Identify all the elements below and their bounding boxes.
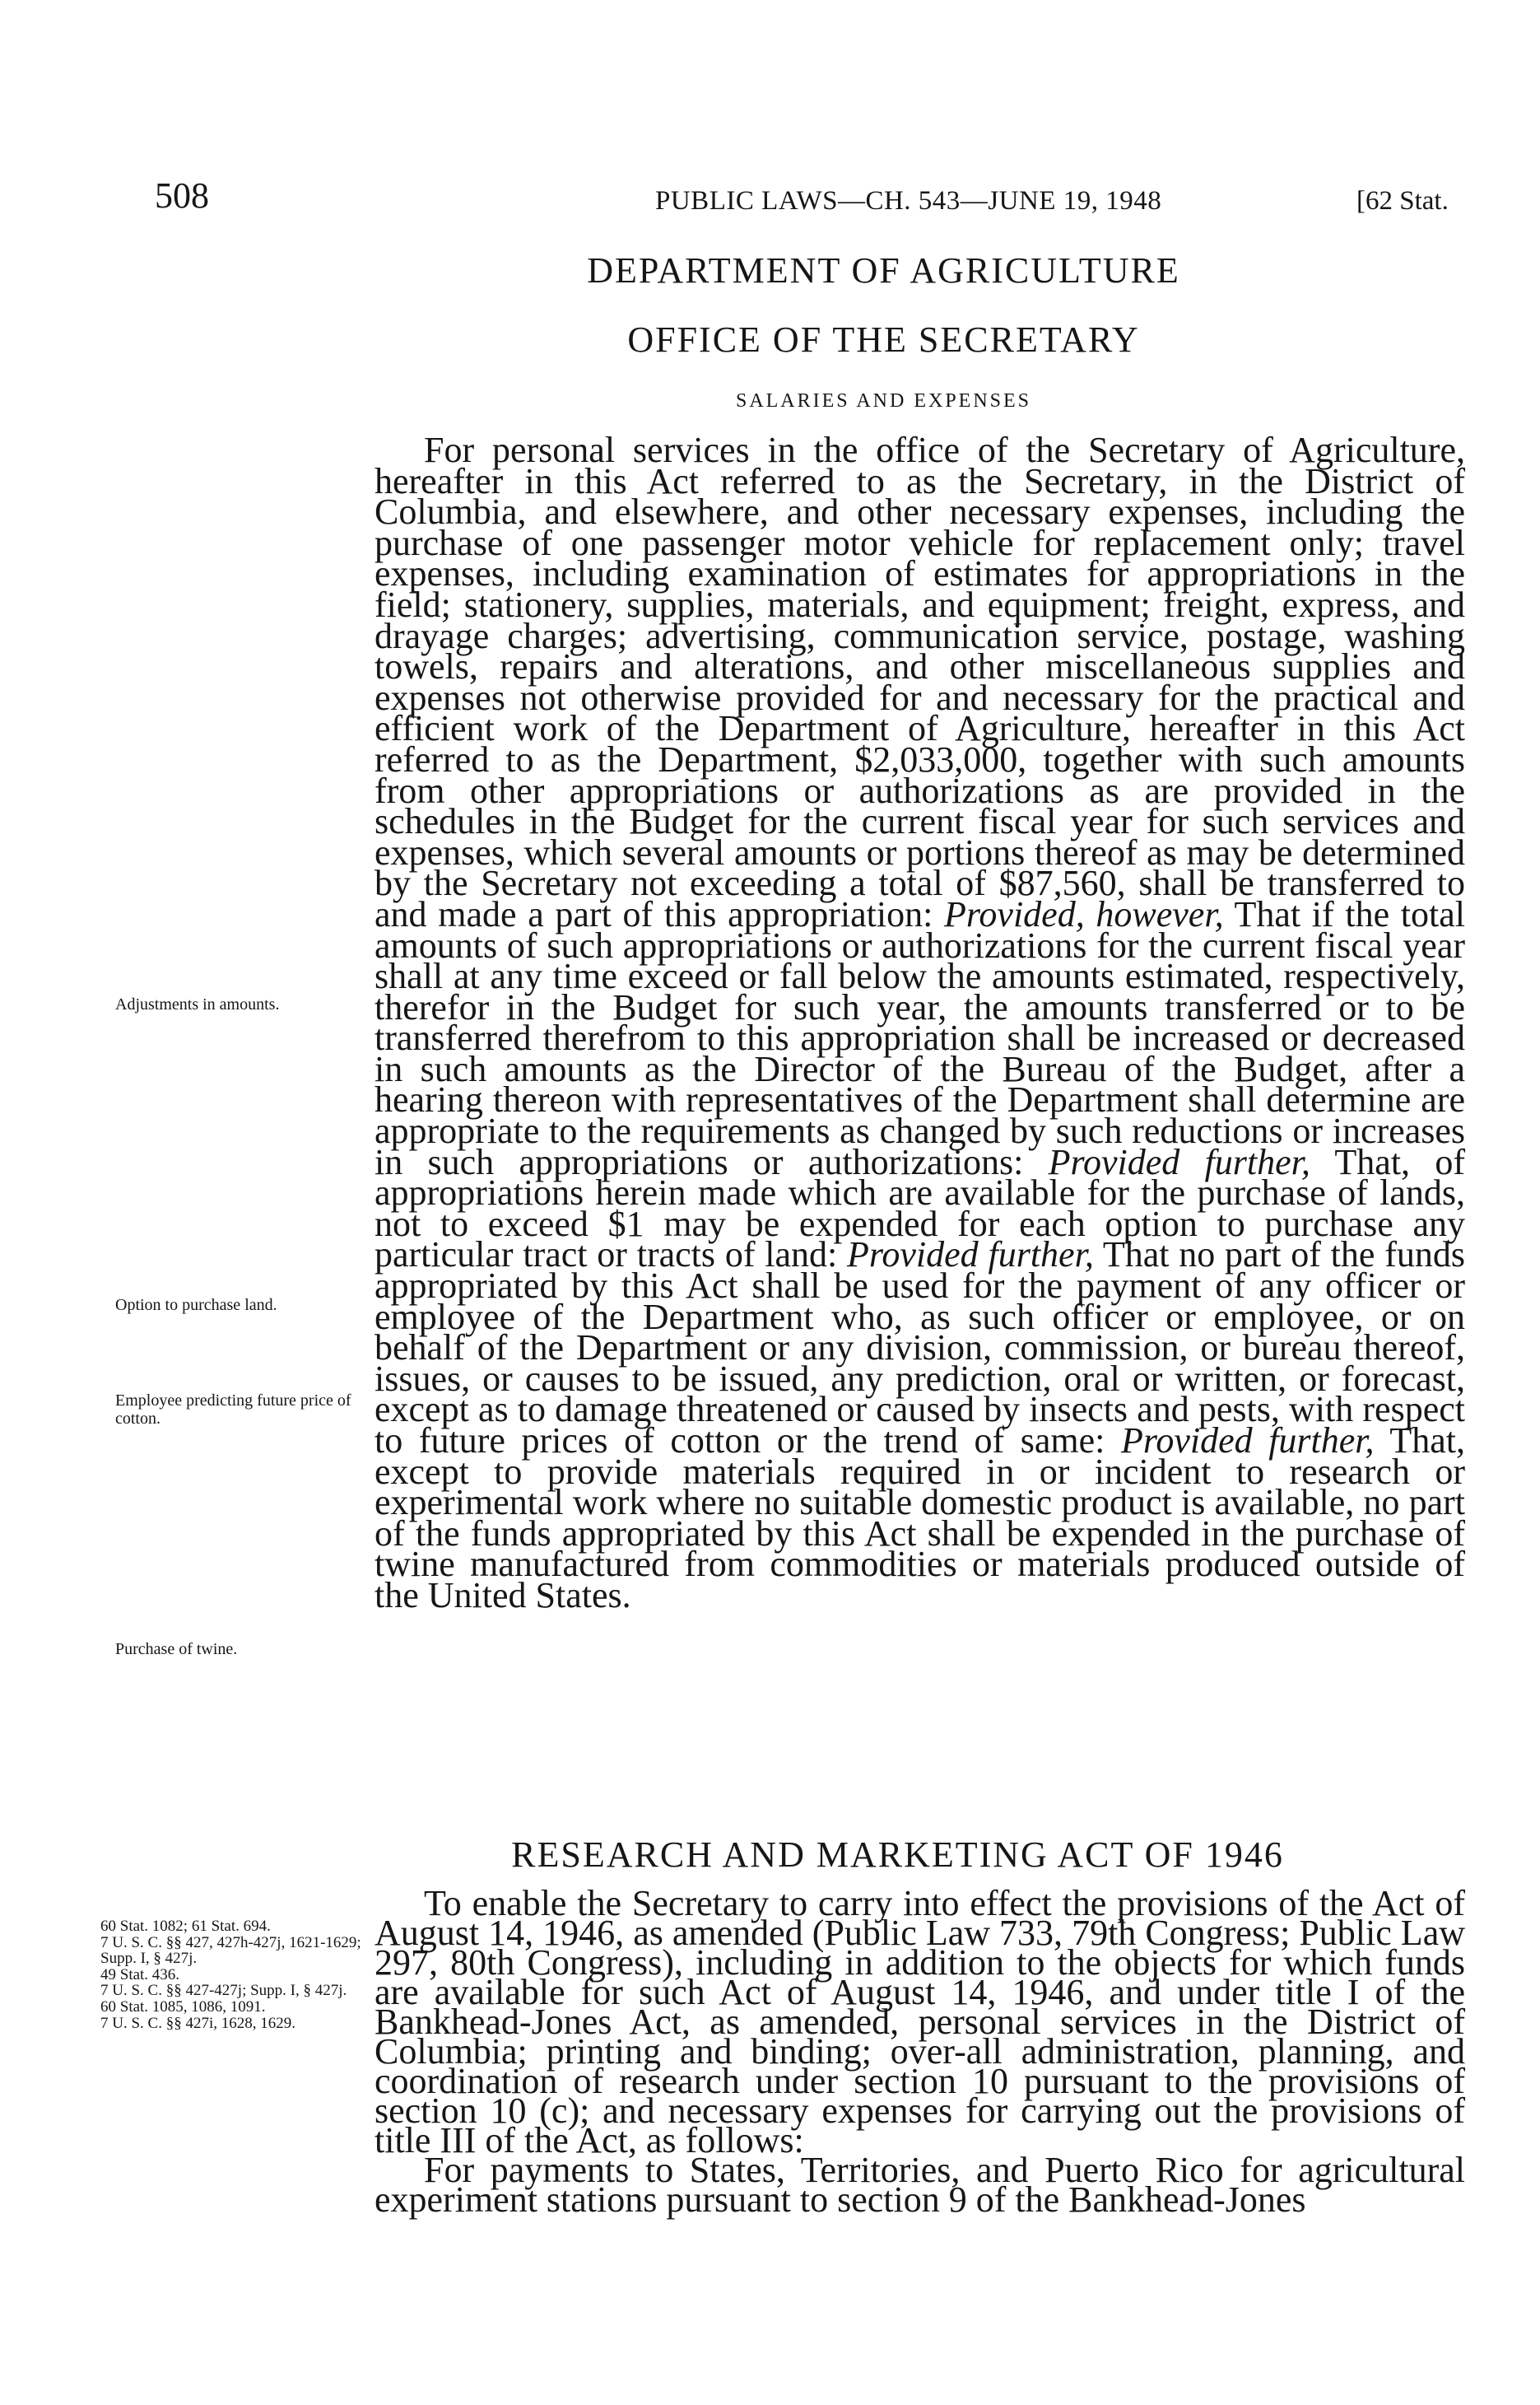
margin-note-twine: Purchase of twine. — [115, 1640, 238, 1658]
margin-note-employee: Employee predicting future price of cotton. — [115, 1391, 351, 1428]
department-heading: DEPARTMENT OF AGRICULTURE — [587, 250, 1180, 291]
proviso: Provided further, — [847, 1234, 1094, 1275]
running-head: PUBLIC LAWS—CH. 543—JUNE 19, 1948 — [655, 186, 1162, 216]
paragraph-text: That if the total amounts of such appropriations or authorizations for the current fiscal year shall at any time exceed or fall below the amounts estimated, respectively, therefor in the Budget for such year, the amounts transferred or to be transferred therefrom to this appropriation shall be increased or decreased in such amounts as the Director of the Bureau of the Budget, after a hearing thereon with representatives of the Department shall determine are appropriate to the requirements as changed by such reductions or increases in such appropriations or authorizations: — [375, 893, 1465, 1182]
page-number: 508 — [155, 175, 209, 216]
citation-note: 7 U. S. C. §§ 427i, 1628, 1629. — [100, 2014, 295, 2032]
margin-note-adjustments: Adjustments in amounts. — [115, 995, 280, 1014]
research-paragraph: To enable the Secretary to carry into effect the provisions of the Act of August 14, 1946, as amended (Public Law 733, 79th Congress; Public Law 297, 80th Congress), including in addition to the objects for which funds are available for such Act of August 14, 1946, and under title I of the Bankhead-Jones Act, as amended, personal services in the District of Columbia; printing and binding; over-all administration, planning, and coordination of research under section 10 pursuant to the provisions of section 10 (c); and necessary expenses for carrying out the provisions of title III of the Act, as follows: — [375, 1883, 1465, 2160]
citation-note: 60 Stat. 1082; 61 Stat. 694. — [100, 1918, 271, 1935]
paragraph-text: That no part of the funds appropriated by this Act shall be used for the payment of any officer or employee of the Department who, as such officer or employee, or on behalf of the Department or any division, commission, or bureau thereof, issues, or causes to be issued, any prediction, oral or written, or forecast, except as to damage threatened or caused by insects and pests, with respect to future prices of cotton or the trend of same: — [375, 1234, 1465, 1461]
research-section-text — [375, 1883, 1465, 2220]
research-paragraph: For payments to States, Territories, and Puerto Rico for agricultural experiment stations pursuant to section 9 of the Bankhead-Jones — [375, 2150, 1465, 2220]
salaries-heading: SALARIES AND EXPENSES — [735, 390, 1032, 412]
citation-note: 7 U. S. C. §§ 427, 427h-427j, 1621-1629; Supp. I, § 427j. — [100, 1933, 361, 1968]
paragraph-text: For personal services in the office of the Secretary of Agriculture, hereafter in this Act referred to as the Secretary, in the District of Columbia, and elsewhere, and other necessary expenses, including the purchase of one passenger motor vehicle for replacement only; travel expenses, including examination of estimates for appropriations in the field; stationery, supplies, materials, and equipment; freight, express, and drayage charges; advertising, communication service, postage, washing towels, repairs and alterations, and other miscellaneous supplies and expenses not otherwise provided for and necessary for the practical and efficient work of the Department of Agriculture, hereafter in this Act referred to as the Department, $2,033,000, together with such amounts from other appropriations or authorizations as are provided in the schedules in the Budget for the current fiscal year for such services and expenses, which several amounts or portions thereof as may be determined by the Secretary not exceeding a total of $87,560, shall be transferred to and made a part of this appropriation: — [375, 430, 1465, 935]
paragraph-text: That, except to provide materials required in or incident to research or experimental work where no suitable domestic product is available, no part of the funds appropriated by this Act shall be expended in the purchase of twine manufactured from commodities or materials produced outside of the United States. — [375, 1420, 1465, 1615]
office-heading: OFFICE OF THE SECRETARY — [627, 319, 1140, 360]
citation-note: 49 Stat. 436. — [100, 1965, 180, 1983]
proviso: Provided further, — [1120, 1420, 1375, 1461]
citation-note: 60 Stat. 1085, 1086, 1091. — [100, 1997, 266, 2016]
paragraph-text: That, of appropriations herein made which are available for the purchase of lands, not to exceed $1 may be expended for each option to purchase any particular tract or tracts of land: — [375, 1141, 1465, 1275]
salaries-section-text — [375, 430, 1465, 1615]
proviso: Provided, however, — [944, 893, 1224, 935]
research-act-heading: RESEARCH AND MARKETING ACT OF 1946 — [511, 1834, 1284, 1875]
statute-reference: [62 Stat. — [1356, 186, 1449, 216]
proviso: Provided further, — [1048, 1141, 1310, 1182]
margin-note-option: Option to purchase land. — [115, 1296, 277, 1314]
salaries-paragraph — [375, 430, 1465, 1615]
citation-notes — [100, 1918, 364, 2031]
citation-note: 7 U. S. C. §§ 427-427j; Supp. I, § 427j. — [100, 1982, 347, 2000]
